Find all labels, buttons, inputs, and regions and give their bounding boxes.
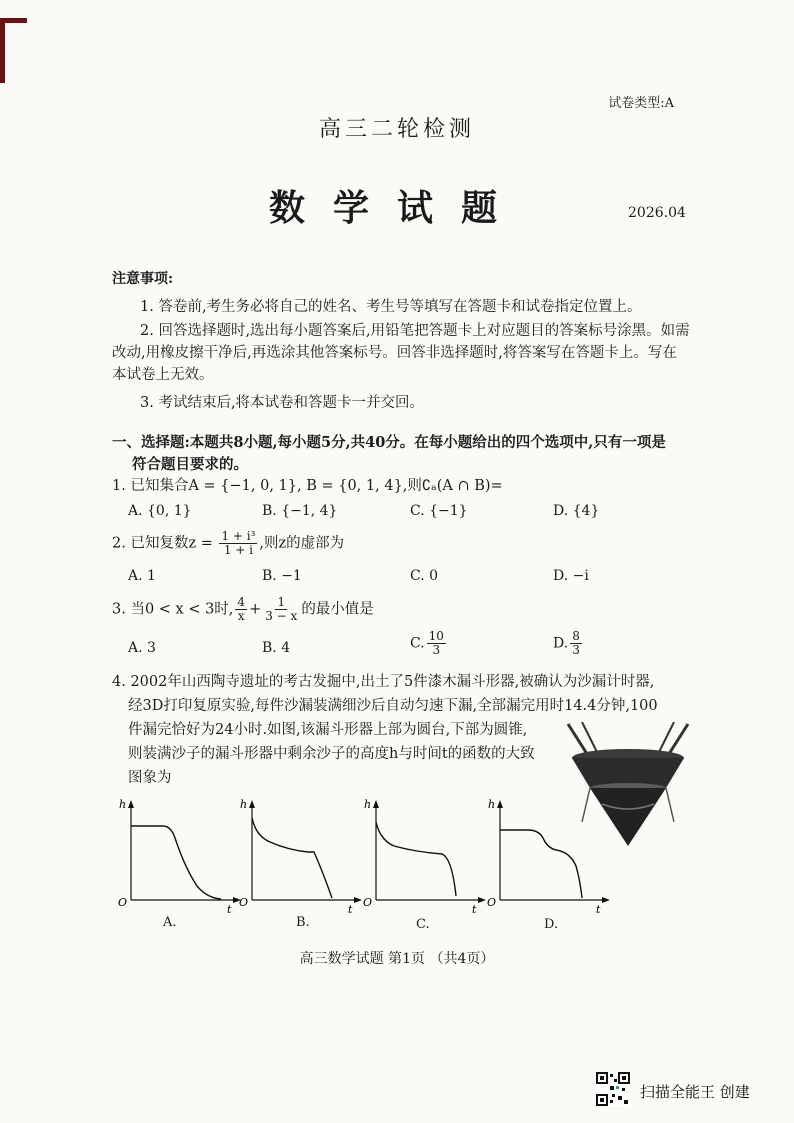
q4-line-1: 4. 2002年山西陶寺遗址的考古发掘中,出土了5件漆木漏斗形器,被确认为沙漏计时器, [112,674,655,690]
q4-line-4: 则装满沙子的漏斗形器中剩余沙子的高度h与时间t的函数的大致 [128,746,535,762]
q4-line-3: 件漏完恰好为24小时.如图,该漏斗形器上部为圆台,下部为圆锥, [128,722,528,738]
question-3-stem [112,596,374,623]
question-2-stem [112,530,344,557]
graph-d [484,796,614,914]
q3-f1-den: x [237,609,245,623]
q4-line-2: 经3D打印复原实验,每件沙漏装满细沙后自动匀速下漏,全部漏完用时14.4分钟,100 [128,698,658,714]
paper-type: 试卷类型:A [608,96,674,111]
q3-optc-label: C. [410,635,425,652]
graph-c-origin: O [363,896,373,909]
q2-suffix: ,则z的虚部为 [259,535,345,552]
q3-optc-den: 3 [432,643,441,657]
q2-prefix: 2. 已知复数z = [112,535,218,552]
scan-corner-mark [0,18,27,83]
exam-subtitle: 高三二轮检测 [318,117,475,142]
q3-f2-den: 3 − x [265,609,298,623]
q3-f2-num: 1 [277,595,286,609]
q1-option-d: D. {4} [553,503,600,519]
graph-a-origin: O [118,896,128,909]
graph-c [360,796,490,914]
q2-option-c: C. 0 [410,568,439,584]
q3-option-a: A. 3 [128,640,156,656]
graph-c-x-label: t [472,903,477,914]
q2-option-d: D. −i [553,568,589,584]
graph-b-x-label: t [348,903,353,914]
section-heading-line2: 符合题目要求的。 [132,456,248,473]
q4-line-5: 图象为 [128,770,172,786]
graph-d-y-label: h [488,798,496,811]
exam-date: 2026.04 [628,205,686,221]
q3-fraction-2 [263,596,299,623]
q3-prefix: 3. 当0 < x < 3时, [112,601,234,618]
q3-optd-fraction [570,630,582,657]
section-heading [112,432,702,476]
q3-optc-num: 10 [428,629,444,643]
graph-b [236,796,366,914]
q2-option-a: A. 1 [128,568,156,584]
q3-option-d [553,630,584,657]
notice-item-2: 2. 回答选择题时,选出每小题答案后,用铅笔把答题卡上对应题目的答案标号涂黑。如需改动,用橡皮擦干净后,再选涂其他答案标号。回答非选择题时,将答案写在答题卡上。写在本试卷上无效。 [112,323,690,383]
q2-frac-num: 1 + i³ [221,529,256,543]
notice-item-1: 1. 答卷前,考生务必将自己的姓名、考生号等填写在答题卡和试卷指定位置上。 [140,299,642,315]
graph-c-y-label: h [364,798,372,811]
q3-optc-fraction [427,630,446,657]
page-footer: 高三数学试题 第1页 （共4页） [299,951,495,967]
question-1-stem: 1. 已知集合A = {−1, 0, 1}, B = {0, 1, 4},则∁ₐ(A ∩ B)= [112,478,503,494]
q1-option-b: B. {−1, 4} [262,503,338,519]
graph-d-label: D. [544,917,559,932]
q1-option-a: A. {0, 1} [128,503,192,519]
section-heading-line1: 一、选择题:本题共8小题,每小题5分,共40分。在每小题给出的四个选项中,只有一项是 [112,434,666,451]
graph-a-x-label: t [227,903,232,914]
graph-b-origin: O [239,896,249,909]
graph-d-x-label: t [596,903,601,914]
graph-a-y-label: h [119,798,127,811]
notice-item-3: 3. 考试结束后,将本试卷和答题卡一并交回。 [140,395,425,411]
graph-d-origin: O [487,896,497,909]
q3-suffix: 的最小值是 [301,601,374,618]
q3-option-b: B. 4 [262,640,291,656]
scanner-watermark: 扫描全能王 创建 [640,1083,750,1101]
q1-option-c: C. {−1} [410,503,468,519]
exam-title: 数学试题 [268,187,525,229]
q3-plus: + [249,601,262,618]
q3-fraction-1 [235,596,247,623]
notice-heading: 注意事项: [112,271,174,287]
graph-a-label: A. [163,915,177,930]
q2-option-b: B. −1 [262,568,302,584]
q3-optd-label: D. [553,635,569,652]
q3-optd-den: 3 [572,643,580,657]
q3-f1-num: 4 [237,595,246,609]
graph-a [115,796,248,914]
q2-frac-den: 1 + i [223,543,254,557]
graph-c-label: C. [416,917,430,932]
graph-b-y-label: h [240,798,248,811]
q3-optd-num: 8 [572,629,580,643]
qr-code-icon [596,1072,630,1106]
graph-b-label: B. [296,915,310,930]
q3-option-c [410,630,448,657]
q2-fraction [219,530,257,557]
